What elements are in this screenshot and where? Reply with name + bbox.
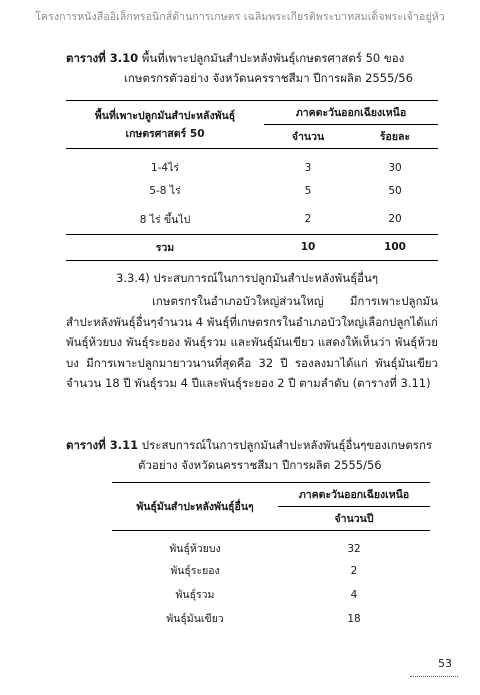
table-label: ตารางที่ 3.11 [66,438,139,452]
cell-percent: 30 [388,161,402,174]
total-percent: 100 [352,234,438,260]
caption-line2: เกษตรกรตัวอย่าง จังหวัดนครราชสีมา ปีการผลิต 2555/56 [124,71,413,85]
table-3-11-caption [66,435,438,475]
caption-line1: ประสบการณ์ในการปลูกมันสำปะหลังพันธุ์อื่นๆของเกษตรกร [141,438,433,452]
table-row [66,176,438,205]
table-label: ตารางที่ 3.10 [66,51,139,65]
col-header-area: พื้นที่เพาะปลูกมันสำปะหลังพันธุ์ เกษตรศาสตร์ 50 [66,101,264,149]
table-row [66,149,438,177]
caption-line1: พื้นที่เพาะปลูกมันสำปะหลังพันธุ์เกษตรศาสตร์ 50 ของ [141,51,405,65]
group-header: ภาคตะวันออกเฉียงเหนือ [264,101,438,125]
col-header-percent: ร้อยละ [352,125,438,149]
cell-area: 1-4ไร่ [150,162,180,174]
cell-percent: 50 [388,184,402,197]
footer-divider [410,676,458,677]
cell-years: 18 [347,612,361,625]
table-row [66,205,438,234]
cell-variety: พันธุ์ห้วยบง [169,543,221,556]
cell-count: 2 [304,213,312,226]
cell-area: 5-8 ไร่ [149,185,181,197]
table-3-11 [112,482,430,631]
cell-years: 4 [350,588,358,601]
cell-count: 5 [304,184,312,197]
running-header: โครงการหนังสืออิเล็กทรอนิกส์ด้านการเกษตร เฉลิมพระเกียรติพระบาทสมเด็จพระเจ้าอยู่หัว [35,11,445,23]
col-header-variety: พันธุ์มันสำปะหลังพันธุ์อื่นๆ [112,483,278,531]
body-paragraph: เกษตรกรในอำเภอบัวใหญ่ส่วนใหญ่ มีการเพาะปลูกมันสำปะหลังพันธุ์อื่นๆจำนวน 4 พันธุ์ที่เกษตรกรในอำเภอบัวใหญ่เลือกปลูกได้แก่ พันธุ์ห้วยบง พันธุ์ระยอง พันธุ์รวม และพันธุ์มันเขียว แสดงให้เห็นว่า พันธุ์ห้วยบง มีการเพาะปลูกมายาวนานที่สุดคือ 32 ปี รองลงมาได้แก่ พันธุ์มันเขียว จำนวน 18 ปี พันธุ์รวม 4 ปีและพันธุ์ระยอง 2 ปี ตามลำดับ (ตารางที่ 3.11) [66,294,438,390]
col-header-count: จำนวน [264,125,352,149]
cell-variety: พันธุ์ระยอง [170,565,220,577]
total-row [66,234,438,260]
table-row [112,607,430,631]
page-number: 53 [438,657,452,670]
total-count: 10 [264,234,352,260]
section-heading: 3.3.4) ประสบการณ์ในการปลูกมันสำปะหลังพันธุ์อื่นๆ [116,271,379,285]
cell-variety: พันธุ์มันเขียว [166,613,224,625]
table-row [112,531,430,559]
col-header-years: จำนวนปี [278,507,430,531]
total-label: รวม [66,234,264,260]
table-3-10 [66,100,438,261]
group-header: ภาคตะวันออกเฉียงเหนือ [278,483,430,507]
table-row [112,583,430,607]
table-row [112,559,430,583]
cell-years: 2 [350,564,358,577]
cell-years: 32 [347,542,361,555]
table-3-10-caption [66,48,438,88]
cell-count: 3 [304,161,312,174]
cell-percent: 20 [388,213,402,226]
cell-variety: พันธุ์รวม [175,589,215,601]
cell-area: 8 ไร่ ขึ้นไป [139,213,191,226]
caption-line2: ตัวอย่าง จังหวัดนครราชสีมา ปีการผลิต 2555/56 [138,458,382,472]
